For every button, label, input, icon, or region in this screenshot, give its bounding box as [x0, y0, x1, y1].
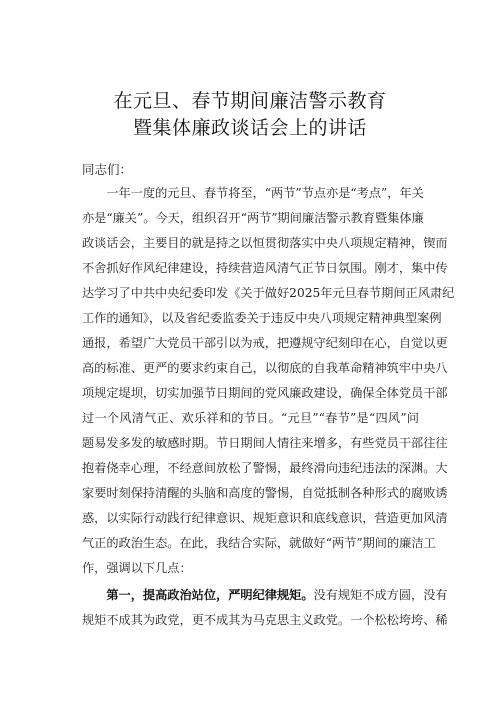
- body-line: 惑，以实际行动践行纪律意识、规矩意识和底线意识，营造更加风清: [82, 511, 448, 525]
- body-line: 题易发多发的敏感时期。节日期间人情往来增多，有些党员干部往往: [82, 436, 448, 450]
- section-1-text: 没有规矩不成方圆，没有: [313, 588, 448, 602]
- section-1-paragraph: [82, 585, 448, 605]
- body-line: 一年一度的元旦、春节将至，“两节”节点亦是“考点”，年关: [82, 186, 424, 200]
- body-line: 通报，希望广大党员干部引以为戒，把遵规守纪刻印在心，自觉以更: [82, 336, 448, 350]
- body-line: 政谈话会，主要目的就是持之以恒贯彻落实中央八项规定精神，锲而: [82, 236, 448, 250]
- body-line: 高的标准、更严的要求约束自己，以彻底的自我革命精神筑牢中央八: [82, 361, 448, 375]
- body-line: 不舍抓好作风纪律建设，持续营造风清气正节日氛围。刚才，集中传: [82, 261, 448, 275]
- body-line: 工作的通知》，以及省纪委监委关于违反中央八项规定精神典型案例: [82, 311, 442, 325]
- salutation: 同志们：: [82, 162, 133, 177]
- body-line: 亦是“廉关”。今天，组织召开“两节”期间廉洁警示教育暨集体廉: [82, 211, 424, 225]
- body-line: 作，强调以下几点：: [82, 561, 192, 575]
- title-line-1: 在元旦、春节期间廉洁警示教育: [113, 90, 387, 112]
- body-line: 项规定堤坝，切实加强节日期间的党风廉政建设，确保全体党员干部: [82, 386, 448, 400]
- title-line-2: 暨集体廉政谈话会上的讲话: [132, 117, 367, 139]
- body-line: 规矩不成其为政党，更不成其为马克思主义政党。一个松松垮垮、稀: [82, 613, 448, 627]
- body-line: 气正的政治生态。在此，我结合实际，就做好“两节”期间的廉洁工: [82, 536, 436, 550]
- body-line: 抱着侥幸心理，不经意间放松了警惕，最终滑向违纪违法的深渊。大: [82, 461, 448, 475]
- section-1-heading: 第一，提高政治站位，严明纪律规矩。: [82, 588, 314, 602]
- body-line: 达学习了中共中央纪委印发《关于做好2025年元旦春节期间正风肃纪: [82, 286, 455, 300]
- body-line: 过一个风清气正、欢乐祥和的节日。“元旦”“春节”是“四风”问: [82, 411, 419, 425]
- body-line: 家要时刻保持清醒的头脑和高度的警惕，自觉抵制各种形式的腐败诱: [82, 486, 448, 500]
